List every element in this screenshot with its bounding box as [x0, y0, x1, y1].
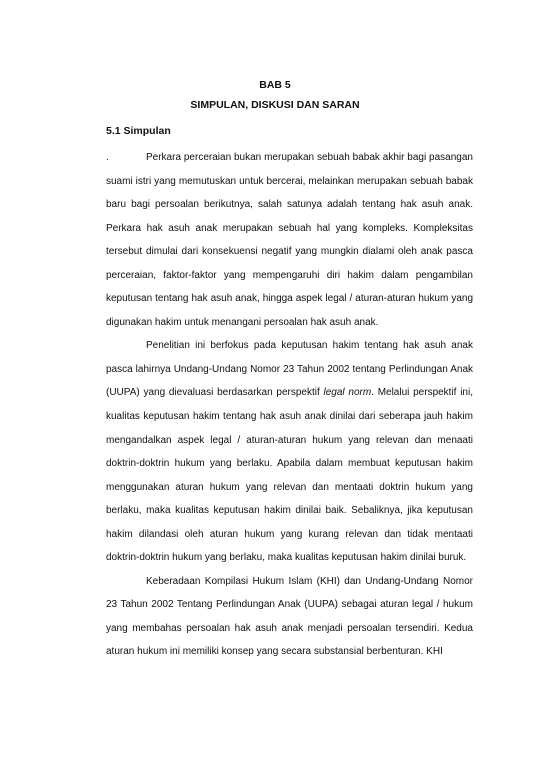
- paragraph-2-text-a: Penelitian ini berfokus pada keputusan hakim tentang hak asuh anak pasca lahirnya Undang-Undang Nomor 23 Tahun 2002 tentang Perlindungan Anak (UUPA) yang dievaluasi berdasarkan perspektif: [106, 340, 473, 399]
- paragraph-1-lead: .: [106, 152, 109, 163]
- paragraph-3: [106, 570, 473, 664]
- paragraph-3-text: Keberadaan Kompilasi Hukum Islam (KHI) dan Undang-Undang Nomor 23 Tahun 2002 Tentang Perlindungan Anak (UUPA) sebagai aturan legal / hukum yang membahas persoalan hak asuh anak menjadi persoalan tersendiri. Kedua aturan hukum ini memiliki konsep yang secara substansial berbenturan. KHI: [106, 575, 473, 658]
- paragraph-1-text: Perkara perceraian bukan merupakan sebuah babak akhir bagi pasangan suami istri yang memutuskan untuk bercerai, melainkan merupakan sebuah babak baru bagi persoalan berikutnya, salah satunya adalah tentang hak asuh anak. Perkara hak asuh anak merupakan sebuah hal yang kompleks. Kompleksitas tersebut dimulai dari konsekuensi negatif yang mungkin dialami oleh anak pasca perceraian, faktor-faktor yang mempengaruhi diri hakim dalam pengambilan keputusan tentang hak asuh anak, hingga aspek legal / aturan-aturan hukum yang digunakan hakim untuk menangani persoalan hak asuh anak.: [106, 152, 473, 328]
- section-heading: 5.1 Simpulan: [106, 125, 171, 137]
- chapter-title: SIMPULAN, DISKUSI DAN SARAN: [190, 99, 360, 111]
- paragraph-2-text-b: . Melalui perspektif ini, kualitas keputusan hakim tentang hak asuh anak dinilai dari seberapa jauh hakim mengandalkan aspek legal / aturan-aturan hukum yang relevan dan menaati doktrin-doktrin hukum yang berlaku. Apabila dalam membuat keputusan hakim menggunakan aturan hukum yang relevan dan mentaati doktrin hukum yang berlaku, maka kualitas keputusan hakim dinilai baik. Sebaliknya, jika keputusan hakim dilandasi oleh aturan hukum yang kurang relevan dan tidak mentaati doktrin-doktrin hukum yang berlaku, maka kualitas keputusan hakim dinilai buruk.: [106, 387, 473, 564]
- paragraph-2-italic: legal norm: [323, 387, 372, 399]
- paragraph-2: [106, 334, 473, 569]
- body-text: [106, 146, 473, 664]
- chapter-heading: BAB 5: [259, 79, 291, 91]
- paragraph-1: [106, 146, 473, 334]
